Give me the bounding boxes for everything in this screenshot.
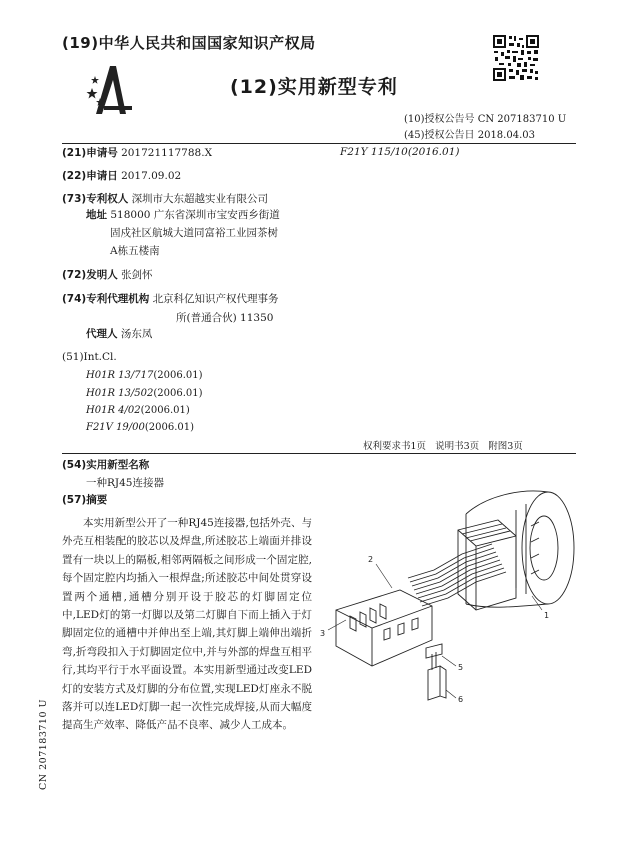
application-number: 201721117788.X <box>121 147 213 159</box>
publication-number-label: (10)授权公告号 <box>404 114 475 125</box>
leader-lines <box>328 564 542 698</box>
application-date-label: (22)申请日 <box>62 170 118 182</box>
publication-number: CN 207183710 U <box>477 114 567 125</box>
application-date-field <box>62 169 181 184</box>
figure-label: 2 <box>368 555 374 564</box>
agent-label: 代理人 <box>86 328 118 340</box>
core-block <box>458 520 516 610</box>
patentee-field <box>62 192 268 207</box>
document-type: (12)实用新型专利 <box>230 76 398 98</box>
classification-code: F21Y 115/10(2016.01) <box>340 146 460 158</box>
address-label: 地址 <box>86 209 107 221</box>
office-name: (19)中华人民共和国国家知识产权局 <box>62 34 316 52</box>
qr-code-icon <box>492 34 540 82</box>
connector-exploded-drawing <box>316 470 578 710</box>
patentee-label: (73)专利权人 <box>62 193 129 205</box>
agency-field <box>62 292 279 307</box>
bottom-housing <box>336 590 432 666</box>
inventor-field <box>62 268 153 283</box>
application-date: 2017.09.02 <box>121 170 182 182</box>
publication-date-label: (45)授权公告日 <box>404 130 475 141</box>
ipc-entry: H01R 13/717(2006.01) <box>86 370 203 381</box>
top-divider <box>62 143 576 144</box>
abstract-label: (57)摘要 <box>62 494 108 506</box>
publication-date: 2018.04.03 <box>477 130 535 141</box>
agency-line-1: 北京科亿知识产权代理事务 <box>152 293 279 305</box>
page-counts: 权利要求书1页 说明书3页 附图3页 <box>363 441 523 452</box>
agent: 汤东凤 <box>120 328 153 340</box>
middle-divider <box>62 453 576 454</box>
address-line-2: 固戍社区航城大道同富裕工业园茶树 <box>110 227 278 239</box>
figure-label: 1 <box>544 611 550 620</box>
title-label: (54)实用新型名称 <box>62 459 150 471</box>
ipc-entry: F21V 19/00(2006.01) <box>86 422 195 433</box>
cnipa-logo <box>86 62 136 118</box>
ipc-entry: H01R 13/502(2006.01) <box>86 388 203 399</box>
abstract-text: 本实用新型公开了一种RJ45连接器,包括外壳、与外壳互相装配的胶芯以及焊盘,所述胶芯上端面并排设置有一块以上的隔板,相邻两隔板之间形成一个固定腔,每个固定腔内均插入一根焊盘;所述胶芯中间处贯穿设置两个通槽,通槽分别开设于胶芯的灯脚固定位中,LED灯的第一灯脚以及第二灯脚自下而上插入于灯脚固定位的通槽中并伸出至上端,其灯脚上端伸出端折弯,折弯段扣入于灯脚固定位中,并与外部的焊盘互相平行,其均平行于水平面设置。本实用新型通过改变LED灯的安装方式及灯脚的分布位置,实现LED灯座永不脱落并可以连LED灯脚一起一次性完成焊接,从而大幅度提高生产效率、降低产品不良率、减少人工成本。 <box>62 517 312 732</box>
outer-shell <box>466 491 574 607</box>
publication-number-line <box>404 110 566 125</box>
inventor: 张剑怀 <box>121 269 153 281</box>
agency-line-2: 所(普通合伙) 11350 <box>176 312 274 324</box>
figure-label: 6 <box>458 695 464 704</box>
utility-model-title: 一种RJ45连接器 <box>86 477 164 489</box>
publication-date-line <box>404 126 535 141</box>
application-number-field <box>62 146 212 161</box>
ipc-entry: H01R 4/02(2006.01) <box>86 405 190 416</box>
figure-label: 3 <box>320 629 326 638</box>
agent-field <box>86 325 152 343</box>
figure-label: 5 <box>458 663 464 672</box>
patentee: 深圳市大东超越实业有限公司 <box>131 193 269 205</box>
intcl-label: (51)Int.Cl. <box>62 351 117 363</box>
address-line-3: A栋五楼南 <box>110 245 160 257</box>
solder-pins <box>408 544 506 606</box>
side-publication-code: CN 207183710 U <box>38 698 49 790</box>
agency-label: (74)专利代理机构 <box>62 293 150 305</box>
address-block <box>86 206 280 260</box>
application-number-label: (21)申请号 <box>62 147 118 159</box>
inventor-label: (72)发明人 <box>62 269 118 281</box>
led-light <box>426 644 446 700</box>
address-line-1: 518000 广东省深圳市宝安西乡街道 <box>110 209 280 221</box>
